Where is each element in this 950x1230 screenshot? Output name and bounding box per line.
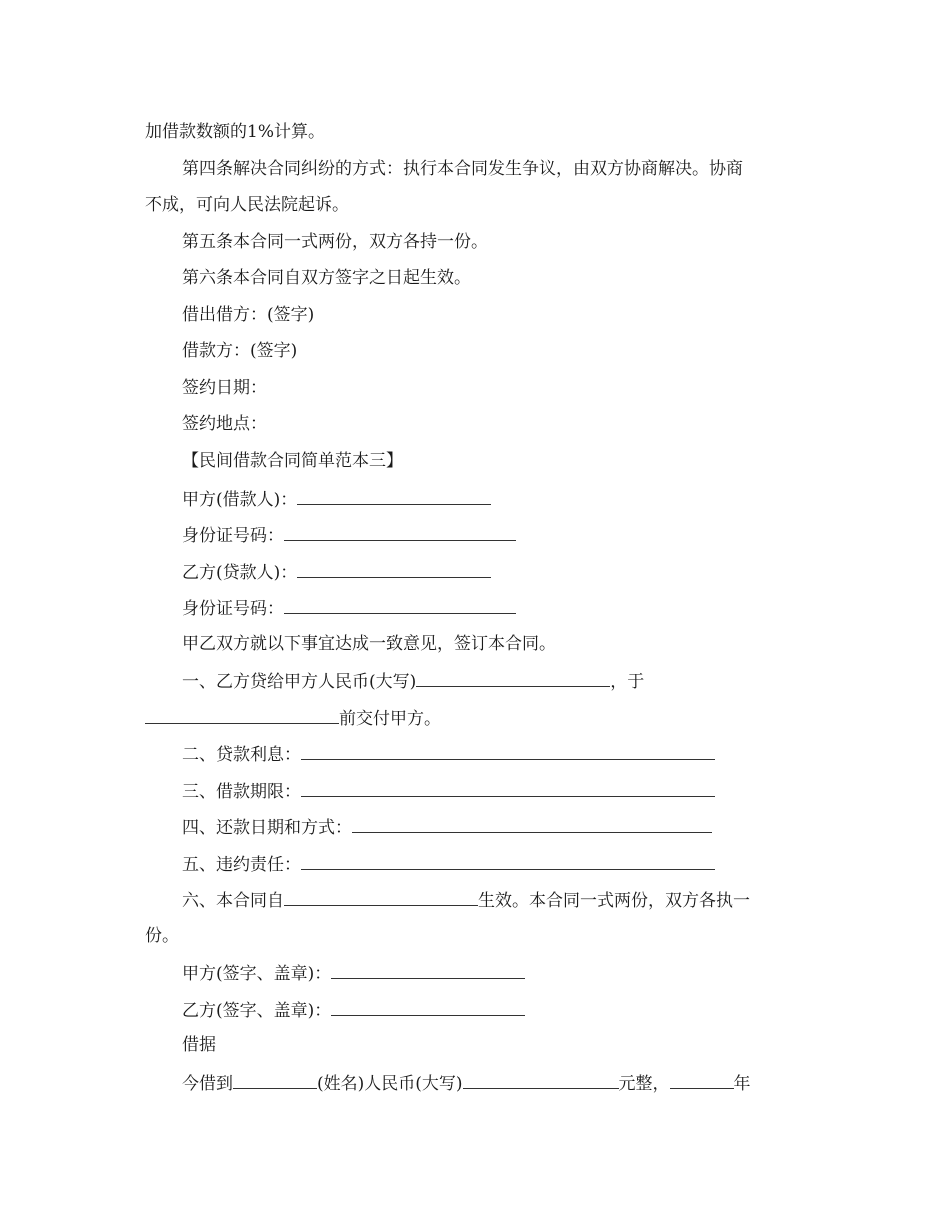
loan-term-blank[interactable] bbox=[301, 778, 715, 797]
text: 甲乙双方就以下事宜达成一致意见，签订本合同。 bbox=[182, 634, 556, 654]
section-heading bbox=[182, 449, 403, 473]
party-b-id-blank[interactable] bbox=[284, 595, 516, 614]
label: 四、还款日期和方式： bbox=[182, 818, 352, 838]
text: 第五条本合同一式两份，双方各持一份。 bbox=[182, 232, 488, 252]
party-b-id-line bbox=[182, 595, 516, 621]
signing-date-line bbox=[182, 376, 267, 400]
iou-year-blank[interactable] bbox=[670, 1070, 734, 1089]
party-b-line bbox=[182, 559, 491, 585]
term-6-line bbox=[182, 887, 750, 913]
text: 借款方：(签字) bbox=[182, 341, 298, 361]
signing-place-line bbox=[182, 412, 267, 436]
borrower-signature-line bbox=[182, 339, 297, 363]
text: 签约地点： bbox=[182, 414, 267, 434]
party-b-seal-blank[interactable] bbox=[331, 997, 525, 1016]
term-1-line bbox=[182, 668, 644, 694]
clause-3-continuation bbox=[145, 120, 325, 144]
text: 生效。本合同一式两份，双方各执一 bbox=[478, 891, 750, 911]
text: 第六条本合同自双方签字之日起生效。 bbox=[182, 268, 471, 288]
party-a-seal-line bbox=[182, 960, 525, 986]
label: 甲方(借款人)： bbox=[182, 490, 298, 510]
heading-text: 借据 bbox=[182, 1035, 216, 1055]
label: 甲方(签字、盖章)： bbox=[182, 964, 332, 984]
label: 五、违约责任： bbox=[182, 855, 301, 875]
interest-blank[interactable] bbox=[301, 741, 715, 760]
term-6-continuation bbox=[145, 924, 179, 948]
party-b-blank[interactable] bbox=[297, 559, 491, 578]
clause-4-continuation bbox=[145, 193, 349, 217]
effective-date-blank[interactable] bbox=[284, 887, 478, 906]
iou-line bbox=[182, 1070, 751, 1096]
party-a-blank[interactable] bbox=[297, 486, 491, 505]
label: 乙方(签字、盖章)： bbox=[182, 1001, 332, 1021]
term-2-line bbox=[182, 741, 715, 767]
text: 六、本合同自 bbox=[182, 891, 284, 911]
agreement-intro bbox=[182, 632, 556, 656]
loan-amount-blank[interactable] bbox=[416, 668, 610, 687]
label: 二、贷款利息： bbox=[182, 745, 301, 765]
repayment-blank[interactable] bbox=[352, 814, 712, 833]
text: 前交付甲方。 bbox=[339, 709, 441, 729]
text: (姓名)人民币(大写) bbox=[317, 1074, 463, 1094]
party-b-seal-line bbox=[182, 997, 525, 1023]
clause-6-effective bbox=[182, 266, 471, 290]
party-a-id-line bbox=[182, 522, 516, 548]
iou-heading bbox=[182, 1033, 216, 1057]
liability-blank[interactable] bbox=[301, 851, 715, 870]
text: 借出借方：(签字) bbox=[182, 305, 315, 325]
term-5-line bbox=[182, 851, 715, 877]
heading-text: 【民间借款合同简单范本三】 bbox=[182, 451, 403, 471]
text: 元整， bbox=[618, 1074, 670, 1094]
term-3-line bbox=[182, 778, 715, 804]
text: 份。 bbox=[145, 926, 179, 946]
term-1-continuation bbox=[145, 705, 441, 731]
party-a-id-blank[interactable] bbox=[284, 522, 516, 541]
iou-amount-blank[interactable] bbox=[463, 1070, 619, 1089]
text: ，于 bbox=[610, 672, 645, 692]
clause-5-copies bbox=[182, 230, 488, 254]
label: 三、借款期限： bbox=[182, 782, 301, 802]
lender-name-blank[interactable] bbox=[233, 1070, 317, 1089]
text: 签约日期： bbox=[182, 378, 267, 398]
text: 一、乙方贷给甲方人民币(大写) bbox=[182, 672, 417, 692]
delivery-date-blank[interactable] bbox=[145, 705, 339, 724]
label: 乙方(贷款人)： bbox=[182, 563, 298, 583]
label: 身份证号码： bbox=[182, 599, 284, 619]
clause-4-dispute bbox=[182, 157, 743, 181]
text: 今借到 bbox=[182, 1074, 233, 1094]
text: 加借款数额的1%计算。 bbox=[145, 122, 325, 142]
term-4-line bbox=[182, 814, 712, 840]
label: 身份证号码： bbox=[182, 526, 284, 546]
party-a-seal-blank[interactable] bbox=[331, 960, 525, 979]
text: 第四条解决合同纠纷的方式：执行本合同发生争议，由双方协商解决。协商 bbox=[182, 159, 743, 179]
party-a-line bbox=[182, 486, 491, 512]
text: 不成，可向人民法院起诉。 bbox=[145, 195, 349, 215]
text: 年 bbox=[733, 1074, 751, 1094]
lender-signature-line bbox=[182, 303, 314, 327]
